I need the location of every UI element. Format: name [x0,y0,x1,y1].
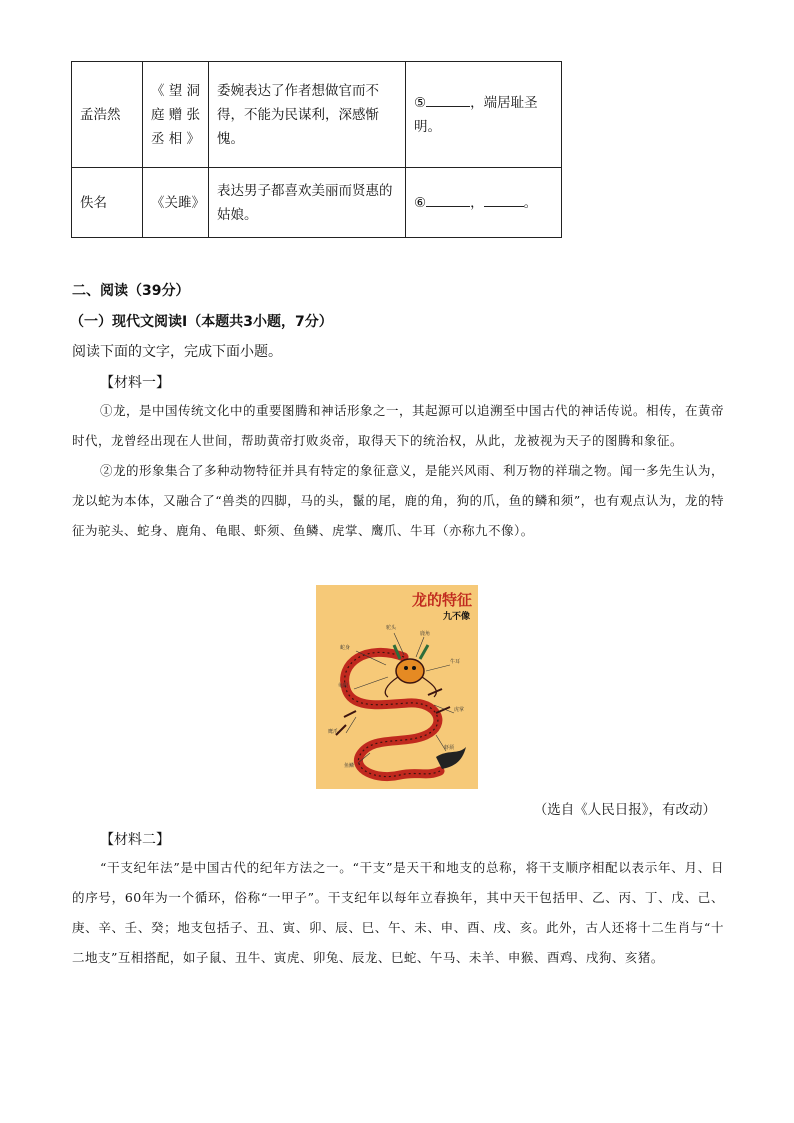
figure-label: 鱼鳞 [344,763,355,769]
section-heading: 二、阅读（39分） [72,283,190,299]
figure-label: 蛇身 [340,645,351,651]
figure-label: 龟眼 [338,683,349,689]
table-row [72,168,562,238]
blank-number: ⑥ [414,194,427,211]
description-cell: 表达男子都喜欢美丽而贤惠的姑娘。 [209,168,406,238]
answer-blank[interactable] [426,92,470,107]
line-cell [406,62,562,168]
paragraph: ①龙，是中国传统文化中的重要图腾和神话形象之一，其起源可以追溯至中国古代的神话传说。相传，在黄帝时代，龙曾经出现在人世间，帮助黄帝打败炎帝，取得天下的统治权，从此，龙被视为天子的图腾和象征。 [72,403,725,448]
material-one-body [72,396,724,546]
figure-title: 龙的特征 [411,591,472,609]
material-one-label: 【材料一】 [100,375,170,391]
title-cell: 《望洞庭赠张丞相》 [143,62,209,168]
line-end: 。 [523,194,538,211]
material-two-body [72,853,724,973]
figure-label: 虎掌 [454,707,465,713]
instruction-text: 阅读下面的文字，完成下面小题。 [72,344,282,360]
description-cell: 委婉表达了作者想做官而不得，不能为民谋利，深感惭愧。 [209,62,406,168]
figure-label: 牛耳 [450,659,461,665]
dragon-features-figure [316,585,478,789]
answer-blank[interactable] [484,192,524,207]
table-row [72,62,562,168]
answer-blank[interactable] [426,192,470,207]
material-two-label: 【材料二】 [100,832,170,848]
paragraph: ②龙的形象集合了多种动物特征并具有特定的象征意义，是能兴风雨、利万物的祥瑞之物。闻一多先生认为，龙以蛇为本体，又融合了“兽类的四脚，马的头，鬣的尾，鹿的角，狗的爪，鱼的鳞和须”，也有观点认为，龙的特征为驼头、蛇身、鹿角、龟眼、虾须、鱼鳞、虎掌、鹰爪、牛耳（亦称九不像）。 [72,463,725,538]
paragraph: “干支纪年法”是中国古代的纪年方法之一。“干支”是天干和地支的总称，将干支顺序相配以表示年、月、日的序号，60年为一个循环，俗称“一甲子”。干支纪年以每年立春换年，其中天干包括甲、乙、丙、丁、戊、己、庚、辛、壬、癸；地支包括子、丑、寅、卯、辰、巳、午、未、申、酉、戌、亥。此外，古人还将十二生肖与“十二地支”互相搭配，如子鼠、丑牛、寅虎、卯兔、辰龙、巳蛇、午马、未羊、申猴、酉鸡、戌狗、亥猪。 [72,860,724,965]
author-cell: 佚名 [72,168,143,238]
figure-label: 鹿角 [420,631,431,637]
poetry-table [71,61,562,238]
source-note: （选自《人民日报》，有改动） [533,802,716,818]
figure-label: 鹰爪 [328,729,339,735]
line-separator: ， [470,194,484,211]
author-cell: 孟浩然 [72,62,143,168]
title-cell: 《关雎》 [143,168,209,238]
figure-subtitle: 九不像 [442,612,470,622]
line-cell [406,168,562,238]
line-suffix: ，端居耻圣明。 [414,94,538,135]
figure-label: 驼头 [386,625,397,631]
figure-label: 虾须 [444,745,455,751]
section-subheading: （一）现代文阅读Ⅰ（本题共3小题，7分） [70,314,333,330]
blank-number: ⑤ [414,94,427,111]
poetry-table-container [71,61,562,238]
